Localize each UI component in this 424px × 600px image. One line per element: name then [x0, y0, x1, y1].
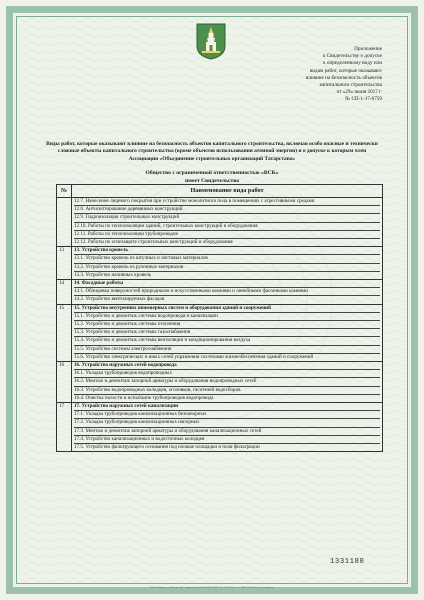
work-item: 17.5. Устройство фильтрующего основания под иловые площадки и поля фильтрации	[74, 443, 380, 451]
row-content	[72, 247, 383, 280]
work-item: 15.4. Устройство и демонтаж системы вентиляции и кондиционирования воздуха	[74, 336, 380, 344]
appendix-block	[252, 46, 382, 104]
row-content	[72, 198, 383, 247]
work-item: 12.12. Работы по огнезащите строительных конструкций и оборудования	[74, 238, 380, 246]
work-item: 15.5. Устройство системы электроснабжения	[74, 345, 380, 353]
work-item: 12.10. Работы по теплоизоляции зданий, строительных конструкций и оборудования	[74, 222, 380, 230]
work-item: 12.9. Гидроизоляция строительных конструкций	[74, 213, 380, 221]
work-item: 16.3. Устройство водопроводных колодцев, оголовков, гасителей водосборов	[74, 386, 380, 394]
section-title: 17. Устройство наружных сетей канализации	[74, 403, 179, 410]
header-number: №	[57, 185, 72, 198]
work-item: 16.2. Монтаж и демонтаж запорной арматуры и оборудования водопроводных сетей	[74, 377, 380, 385]
work-item: 15.3. Устройство и демонтаж системы газоснабжения	[74, 328, 380, 336]
row-content	[72, 403, 383, 452]
appendix-line: к определенному виду или	[323, 60, 382, 67]
row-content	[72, 362, 383, 403]
row-number: 15	[57, 304, 72, 361]
work-item: 16.4. Очистка полости и испытание трубопроводов водопровода	[74, 394, 380, 402]
printer-footer: ООО «Опцион», г. Москва, 2017, лицензия № 05-05-09/003 ФНС РФ, ТЗ № 001, тел.: (495) 726-47-42, www.opcion.ru	[150, 586, 275, 589]
work-types-table	[56, 184, 383, 452]
organization-status: имеет Свидетельство	[184, 177, 240, 184]
work-item: 13.2. Устройство кровель из рулонных материалов	[74, 263, 380, 271]
appendix-line: видам работ, которые оказывают	[309, 67, 382, 74]
table-body	[57, 198, 383, 452]
section-title: 16. Устройство наружных сетей водопровода	[74, 362, 177, 369]
appendix-line: Приложение	[354, 46, 382, 52]
work-item: 15.2. Устройство и демонтаж системы отопления	[74, 320, 380, 328]
row-number: 16	[57, 362, 72, 403]
table-row	[57, 247, 383, 280]
row-number: 14	[57, 280, 72, 305]
serial-number: 1331180	[330, 558, 365, 566]
row-content	[72, 304, 383, 361]
section-title: 15. Устройство внутренних инженерных систем и оборудования зданий и сооружений	[74, 304, 271, 311]
row-number: 17	[57, 403, 72, 452]
work-item: 12.8. Антисептирование деревянных конструкций	[74, 205, 380, 213]
table-header-row	[57, 185, 383, 198]
work-item: 17.1. Укладка трубопроводов канализационных безнапорных	[74, 410, 380, 418]
row-content	[72, 280, 383, 305]
document-heading: Виды работ, которые оказывают влияние на безопасность объектов капитального строительства, включая особо опасные и технически сложные объекты капитального строительства (кроме объектов использования атомной энергии) и о допуске к которым член Ассоциации «Объединение строительных организаций Татарстана»	[46, 141, 378, 162]
appendix-line: к Свидетельству о допуске	[322, 53, 382, 60]
row-number	[57, 198, 72, 247]
organization-block	[46, 170, 378, 185]
header-name: Наименование вида работ	[72, 185, 383, 198]
work-item: 12.11. Работы по теплоизоляции трубопроводов	[74, 230, 380, 238]
work-item: 13.1. Устройство кровель из штучных и листовых материалов	[74, 254, 380, 262]
table-row	[57, 362, 383, 403]
work-item: 13.3. Устройство наливных кровель	[74, 271, 380, 279]
work-item: 15.6. Устройство электрических и иных сетей управления системами жизнеобеспечения зданий и сооружений	[74, 353, 380, 361]
table-row	[57, 198, 383, 247]
work-item: 17.2. Укладка трубопроводов канализационных напорных	[74, 418, 380, 426]
section-title: 13. Устройство кровель	[74, 247, 129, 254]
organization-name: Общество с ограниченной ответственностью «ВСК»	[145, 170, 279, 176]
work-item: 14.2. Устройство вентилируемых фасадов	[74, 295, 380, 303]
work-item: 12.7. Нанесение лицевого покрытия при устройстве монолитного пола в помещениях с агрессивными средами	[74, 198, 315, 204]
work-item: 17.3. Монтаж и демонтаж запорной арматуры и оборудования канализационных сетей	[74, 427, 380, 435]
table-row	[57, 304, 383, 361]
table-row	[57, 403, 383, 452]
appendix-line: влияние на безопасность объектов	[305, 74, 382, 81]
section-title: 14. Фасадные работы	[74, 280, 124, 287]
appendix-number: № СП-1-17-0759	[345, 96, 382, 103]
work-item: 16.1. Укладка трубопроводов водопроводных	[74, 369, 380, 377]
appendix-line: капитального строительства	[319, 82, 382, 89]
appendix-date: от «29» июня 2017 г.	[336, 89, 382, 96]
row-number: 13	[57, 247, 72, 280]
kazan-kremlin-tower-emblem-icon	[194, 22, 228, 60]
work-item: 15.1. Устройство и демонтаж системы водопровода и канализации	[74, 312, 380, 320]
work-item: 14.1. Облицовка поверхностей природными и искусственными камнями и линейными фасонными камнями	[74, 287, 380, 295]
work-item: 17.4. Устройство канализационных и водосточных колодцев	[74, 435, 380, 443]
table-row	[57, 280, 383, 305]
